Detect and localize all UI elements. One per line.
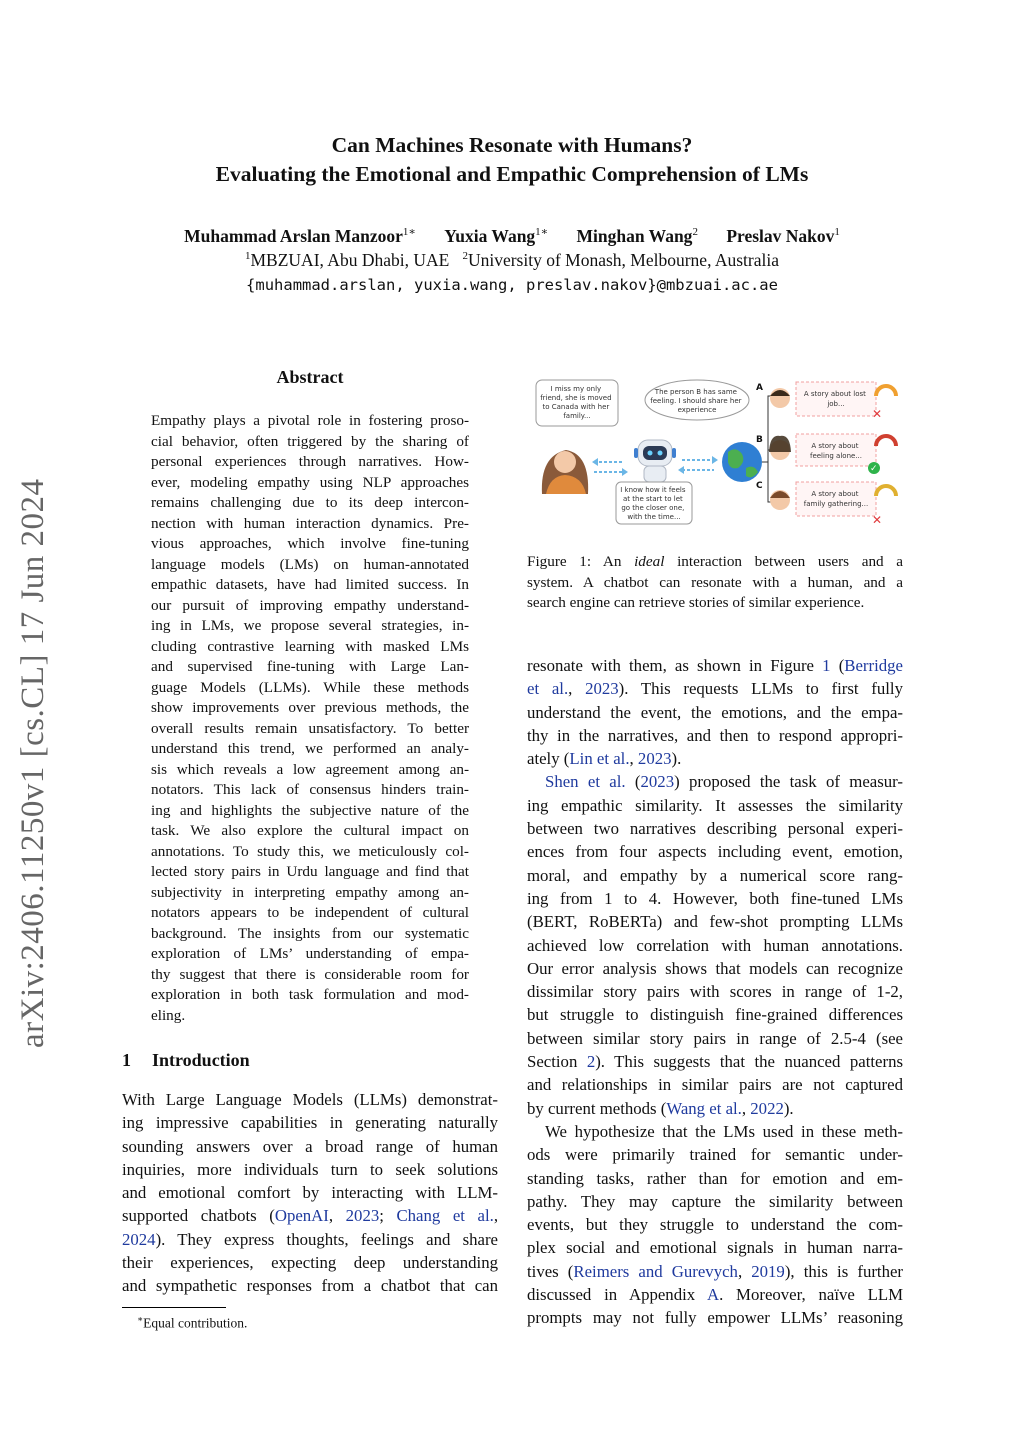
- arxiv-stamp: arXiv:2406.11250v1 [cs.CL] 17 Jun 2024: [15, 478, 51, 1048]
- figure-caption: Figure 1: An ideal interaction between users and a system. A chatbot can resonate with a human, and a search engine can retrieve stories of similar experience.: [527, 553, 903, 611]
- footnote: ∗Equal contribution.: [137, 1314, 248, 1331]
- author: Minghan Wang$^2$: [576, 225, 698, 246]
- arrow-icon: [678, 456, 718, 474]
- title-line-2: Evaluating the Emotional and Empathic Comprehension of LMs: [215, 162, 809, 186]
- abstract-line: personal experiences through narratives. How-: [151, 453, 469, 470]
- user-speech-bubble: [536, 380, 618, 426]
- affiliations: $^1$MBZUAI, Abu Dhabi, UAE $^2$University of Monash, Melbourne, Australia: [245, 250, 779, 270]
- title-line-1: Can Machines Resonate with Humans?: [331, 133, 693, 157]
- svg-text:B: B: [756, 435, 763, 445]
- abstract-line: Empathy plays a pivotal role in fostering proso-: [151, 412, 469, 429]
- right-column-text: [527, 654, 903, 1330]
- citation-line[interactable]: et al., 2023). This requests LLMs to first fully: [527, 679, 903, 699]
- svg-text:✕: ✕: [872, 513, 883, 527]
- abstract-line: show improvements over previous methods, the: [151, 699, 469, 716]
- author-list: [0, 225, 1024, 247]
- chatbot-thought-bubble: [645, 380, 749, 420]
- story-a: [756, 382, 896, 421]
- figure-1-illustration: [532, 376, 902, 528]
- svg-text:✕: ✕: [872, 407, 883, 421]
- abstract-line: our pursuit of improving empathy understand-: [151, 596, 469, 614]
- svg-text:I know how it feels at t: I know how it feels at the start to let go the closer one, with the time...: [620, 486, 686, 521]
- abstract-line: cluding contrastive learning with masked LMs: [151, 637, 469, 655]
- abstract-line: cial behavior, often triggered by the sharing of: [151, 432, 469, 450]
- svg-text:C: C: [756, 481, 763, 491]
- svg-text:A story about family gat: A story about family gathering...: [803, 490, 869, 508]
- section-heading: 1 Introduction: [122, 1050, 250, 1070]
- citation-line[interactable]: 2024). They express thoughts, feelings and share: [122, 1229, 498, 1249]
- story-b: [756, 434, 896, 474]
- svg-text:A story about lost job..: A story about lost job...: [803, 390, 866, 408]
- abstract-line: ing in LMs, we propose several strategies, in-: [151, 617, 469, 634]
- arrow-icon: [592, 458, 628, 476]
- paragraph: Shen et al. (2023) proposed the task of measur- ing empathic similarity. It assesses the similarity between two narratives describing personal experi- ences from four aspects including event, emotion, moral, and empathy by a numerical score rang- ing from 1 to 4. However, both fine-tuned LMs (BERT, RoBERTa) and few-shot prompting LLMs achieved low correlation with human annotations. Our error analysis shows that models can recognize dissimilar story pairs with scores in range of 1-2, but struggle to distinguish fine-grained differences between similar story pairs in range of 2.5-4 (see Section 2). This suggests that the nuanced patterns and relationships in similar pairs are not captured by current methods (Wang et al., 2022).: [527, 770, 903, 1119]
- author: Preslav Nakov$^1$: [726, 225, 840, 246]
- globe-icon: [722, 442, 762, 482]
- abstract-line: understand this trend, we performed an analy-: [151, 740, 469, 757]
- svg-text:✓: ✓: [870, 464, 878, 474]
- citation-line[interactable]: supported chatbots (OpenAI, 2023; Chang et al.,: [122, 1206, 499, 1226]
- abstract-line: thy suggest that there is considerable room for: [151, 965, 469, 983]
- abstract-body: [151, 411, 469, 1026]
- abstract-line: eling.: [151, 1006, 186, 1024]
- abstract-line: exploration of LMs’ understanding of empa-: [151, 945, 469, 962]
- author: Yuxia Wang$^{1∗}$: [444, 225, 549, 246]
- abstract-line: ing and highlights the subjective nature of the: [151, 801, 469, 819]
- citation-line[interactable]: tives (Reimers and Gurevych, 2019), this is further: [527, 1261, 904, 1281]
- svg-text:I miss my only friend, s: I miss my only friend, she is moved to Canada with her family...: [540, 385, 612, 420]
- abstract-line: background. The insights from our systematic: [151, 924, 469, 942]
- abstract-line: notators appears to be independent of cultural: [151, 904, 469, 921]
- abstract-line: lected story pairs in Urdu language and find that: [151, 863, 469, 880]
- story-c: [756, 481, 896, 527]
- svg-text:The person B has same fe: The person B has same feeling. I should share her experience: [650, 388, 742, 414]
- svg-text:A: A: [756, 383, 763, 393]
- paper-title: [0, 131, 1024, 189]
- citation-line[interactable]: ately (Lin et al., 2023).: [527, 749, 682, 769]
- abstract-line: remains challenging due to its deep intercon-: [151, 494, 469, 511]
- paragraph: We hypothesize that the LMs used in these meth- ods were primarily trained for semantic under- standing tasks, rather than for emotion and em- pathy. They may capture the similarity between events, but they struggle to understand the com- plex social and emotional signals in human narra- tives (Reimers and Gurevych, 2019), this is further discussed in Appendix A. Moreover, naïve LLM prompts may not fully empower LLMs’ reasoning: [527, 1121, 904, 1328]
- abstract-line: empathic datasets, have had limited success. In: [151, 576, 469, 593]
- citation-line[interactable]: by current methods (Wang et al., 2022).: [527, 1098, 794, 1118]
- abstract-line: and supervised fine-tuning with Large Lan-: [151, 658, 469, 675]
- abstract-line: nection with human interaction dynamics. Pre-: [151, 514, 469, 532]
- abstract-line: guage Models (LLMs). While these methods: [151, 678, 469, 696]
- abstract-line: task. We also explore the cultural impact on: [151, 822, 469, 839]
- abstract-heading: Abstract: [276, 367, 344, 387]
- abstract-line: language models (LMs) on human-annotated: [151, 555, 469, 573]
- author: Muhammad Arslan Manzoor$^{1∗}$: [184, 225, 416, 246]
- citation-line[interactable]: discussed in Appendix A. Moreover, naïve LLM: [527, 1285, 903, 1305]
- intro-paragraph: With Large Language Models (LLMs) demonstrat- ing impressive capabilities in generating naturally sounding answers over a broad range of human inquiries, more individuals turn to seek solutions and emotional comfort by interacting with LLM- supported chatbots (OpenAI, 2023; Chang et al., 2024). They express thoughts, feelings and share their experiences, expecting deep understanding and sympathetic responses from a chatbot that can: [122, 1090, 499, 1296]
- footnote-rule: [122, 1307, 226, 1308]
- abstract-line: subjectivity in interpreting empathy among an-: [151, 883, 469, 901]
- chatbot-robot-icon: [634, 440, 676, 482]
- paragraph: resonate with them, as shown in Figure 1 (Berridge et al., 2023). This requests LLMs to first fully understand the event, the emotions, and the empa- thy in the narratives, and then to respond appropri- ately (Lin et al., 2023).: [527, 654, 903, 770]
- citation-line[interactable]: Section 2). This suggests that the nuanced patterns: [527, 1052, 904, 1072]
- abstract-line: annotations. To study this, we meticulously col-: [151, 842, 469, 860]
- citation-line[interactable]: resonate with them, as shown in Figure 1 (Berridge: [527, 656, 903, 675]
- author-emails[interactable]: {muhammad.arslan, yuxia.wang, preslav.nakov}@mbzuai.ac.ae: [246, 276, 778, 294]
- abstract-line: vious approaches, which involve fine-tuning: [151, 535, 469, 552]
- abstract-line: sis which reveals a low agreement among an-: [151, 760, 469, 778]
- abstract-line: overall results remain unsatisfactory. To better: [151, 719, 469, 737]
- user-avatar-icon: [542, 450, 588, 494]
- abstract-line: ever, modeling empathy using NLP approaches: [151, 473, 469, 491]
- abstract-line: notators. This lack of consensus hinders train-: [151, 781, 469, 798]
- chatbot-reply-bubble: [616, 482, 692, 524]
- citation-line[interactable]: Shen et al. (2023) proposed the task of measur-: [545, 772, 903, 792]
- svg-text:A story about feeling al: A story about feeling alone...: [809, 442, 863, 460]
- abstract-line: exploration in both task formulation and mod-: [151, 986, 469, 1003]
